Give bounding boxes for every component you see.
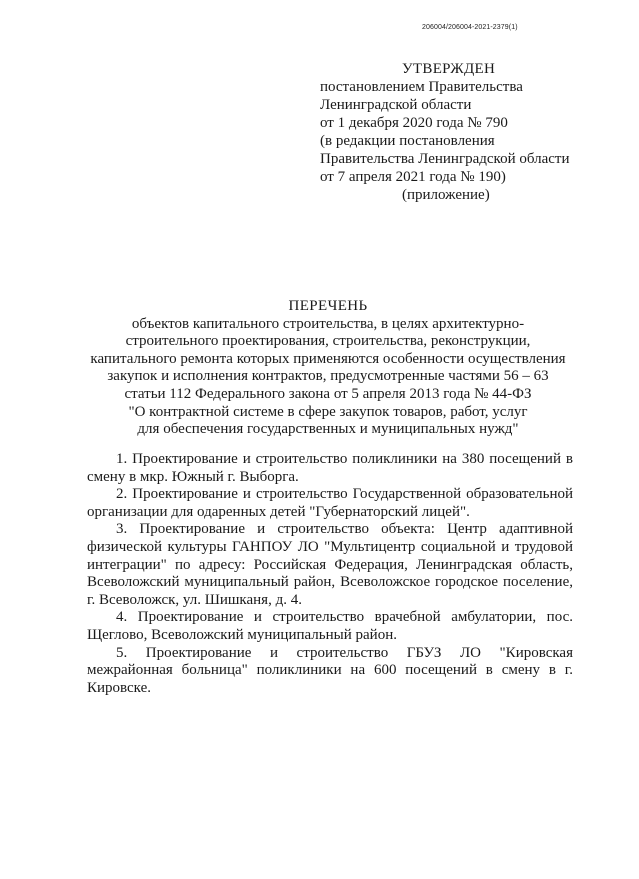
approval-line: от 1 декабря 2020 года № 790	[320, 115, 508, 131]
title-line: объектов капитального строительства, в целях архитектурно-	[131, 315, 525, 332]
list-item: 2. Проектирование и строительство Государственной образовательной организации для одаренных детей "Губернаторский лицей".	[87, 486, 573, 520]
document-id: 206004/206004-2021-2379(1)	[422, 24, 518, 31]
title-line: строительного проектирования, строительства, реконструкции,	[125, 333, 531, 350]
approval-appendix-note: (приложение)	[402, 187, 490, 203]
approval-line: постановлением Правительства	[320, 79, 523, 95]
title-line: для обеспечения государственных и муниципальных нужд"	[137, 421, 519, 438]
object-list	[87, 451, 573, 697]
approval-line: Ленинградской области	[320, 97, 472, 113]
approval-heading: УТВЕРЖДЕН	[402, 61, 496, 77]
list-item: 1. Проектирование и строительство поликлиники на 380 посещений в смену в мкр. Южный г. Выборга.	[87, 451, 573, 485]
list-item: 4. Проектирование и строительство врачебной амбулатории, пос. Щеглово, Всеволожский муниципальный район.	[87, 609, 573, 643]
title-line: статьи 112 Федерального закона от 5 апреля 2013 года № 44-ФЗ	[124, 385, 532, 402]
approval-stamp	[320, 60, 620, 204]
approval-line: Правительства Ленинградской области	[320, 151, 570, 167]
approval-line: (в редакции постановления	[320, 133, 495, 149]
list-item: 3. Проектирование и строительство объекта: Центр адаптивной физической культуры ГАНПОУ ЛО "Мультицентр социальной и трудовой интеграции" по адресу: Российская Федерация, Ленинградская область, Всеволожский муниципальный район, Всеволожское городское поселение, г. Всеволожск, ул. Шишканя, д. 4.	[87, 521, 573, 608]
approval-line: от 7 апреля 2021 года № 190)	[320, 169, 506, 185]
list-item: 5. Проектирование и строительство ГБУЗ ЛО "Кировская межрайонная больница" поликлиники на 600 посещений в смену в г. Кировске.	[87, 644, 573, 696]
title-line: капитального ремонта которых применяются особенности осуществления	[90, 350, 566, 367]
document-title	[80, 298, 576, 439]
title-heading: ПЕРЕЧЕНЬ	[288, 298, 368, 314]
title-line: "О контрактной системе в сфере закупок товаров, работ, услуг	[128, 403, 528, 420]
title-line: закупок и исполнения контрактов, предусмотренные частями 56 – 63	[107, 368, 549, 385]
